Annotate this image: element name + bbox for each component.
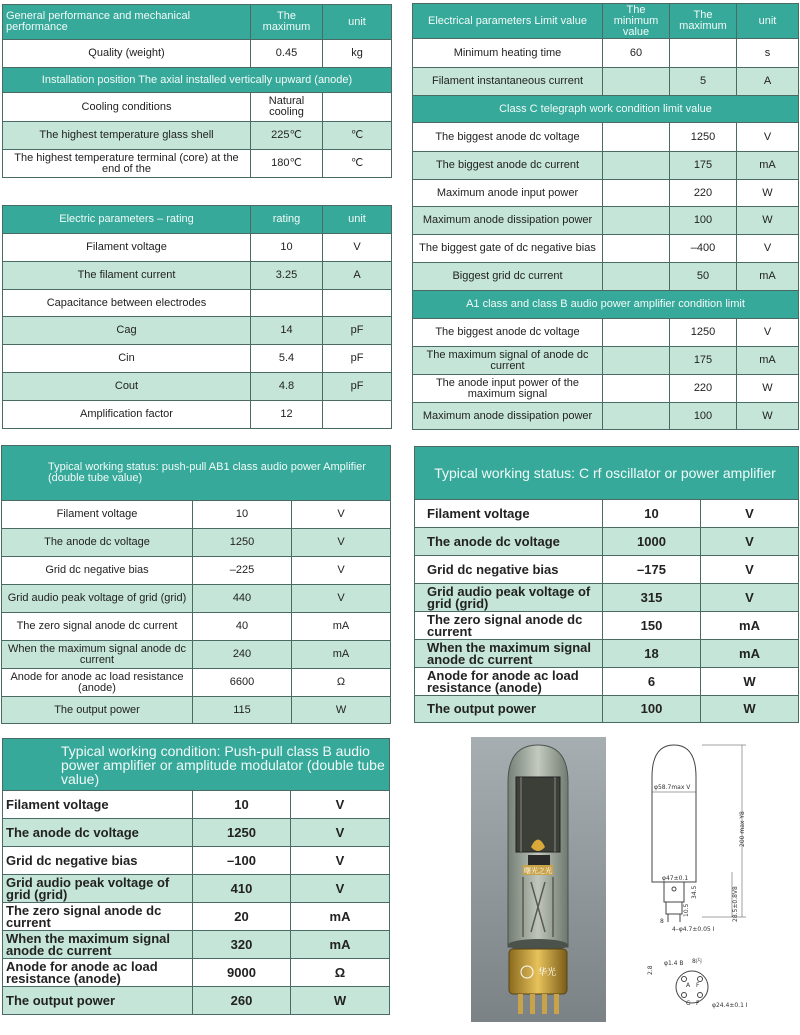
param-value: 320 xyxy=(193,931,291,959)
header-cell: Electric parameters – rating xyxy=(3,206,251,234)
param-name: The anode input power of the maximum signal xyxy=(413,375,603,403)
param-name: Maximum anode input power xyxy=(413,180,603,207)
param-unit: V xyxy=(701,500,799,528)
param-value: 18 xyxy=(603,640,701,668)
param-unit: mA xyxy=(737,263,799,291)
param-name: Anode for anode ac load resistance (anode) xyxy=(3,959,193,987)
param-value: 100 xyxy=(603,696,701,723)
param-value: 440 xyxy=(193,585,292,613)
param-name: Cag xyxy=(3,317,251,345)
param-name: Grid audio peak voltage of grid (grid) xyxy=(2,585,193,613)
table-title: Typical working condition: Push-pull class B audio power amplifier or amplitude modulator (double tube value) xyxy=(3,739,390,791)
param-min xyxy=(603,235,670,263)
param-value: 10 xyxy=(193,791,291,819)
param-min xyxy=(603,347,670,375)
param-name: Quality (weight) xyxy=(3,40,251,68)
general-performance-table xyxy=(2,4,392,178)
section-row: A1 class and class B audio power amplifier condition limit xyxy=(413,291,799,319)
param-unit: Ω xyxy=(291,959,390,987)
pin-label: G xyxy=(686,1000,691,1007)
param-value: 12 xyxy=(251,401,323,429)
param-name: Filament voltage xyxy=(415,500,603,528)
param-unit: W xyxy=(737,207,799,235)
param-min: 60 xyxy=(603,39,670,68)
param-unit: W xyxy=(291,987,390,1015)
ab1-typical-table xyxy=(1,445,391,724)
param-unit: V xyxy=(323,234,392,262)
param-unit: mA xyxy=(737,152,799,180)
param-unit: mA xyxy=(737,347,799,375)
param-name: Grid audio peak voltage of grid (grid) xyxy=(3,875,193,903)
dim-label: 2.8 xyxy=(647,965,654,975)
dim-label: 10.5 xyxy=(683,903,690,917)
param-name: Maximum anode dissipation power xyxy=(413,403,603,430)
param-unit xyxy=(323,401,392,429)
param-value: 10 xyxy=(603,500,701,528)
param-name: The zero signal anode dc current xyxy=(2,613,193,641)
param-name: The biggest anode dc voltage xyxy=(413,123,603,152)
param-value: 410 xyxy=(193,875,291,903)
param-value: 225℃ xyxy=(251,122,323,150)
param-max: 1250 xyxy=(670,123,737,152)
param-unit: V xyxy=(292,585,391,613)
dim-label: φ24.4±0.1 I xyxy=(712,1002,748,1009)
param-value xyxy=(251,290,323,317)
dim-label: 34.5 xyxy=(691,885,698,899)
param-value: 1000 xyxy=(603,528,701,556)
param-max: 175 xyxy=(670,152,737,180)
param-max: 100 xyxy=(670,403,737,430)
param-name: When the maximum signal anode dc current xyxy=(415,640,603,668)
param-name: The anode dc voltage xyxy=(2,529,193,557)
param-unit: mA xyxy=(701,612,799,640)
header-cell: unit xyxy=(737,4,799,39)
param-unit: pF xyxy=(323,345,392,373)
param-value: 10 xyxy=(193,501,292,529)
dim-label: φ58.7max V xyxy=(654,784,691,791)
param-name: Amplification factor xyxy=(3,401,251,429)
param-name: Anode for anode ac load resistance (anode) xyxy=(2,669,193,697)
param-value: 20 xyxy=(193,903,291,931)
param-value: 4.8 xyxy=(251,373,323,401)
table-title: Typical working status: push-pull AB1 class audio power Amplifier (double tube value) xyxy=(2,446,391,501)
param-min xyxy=(603,403,670,430)
header-cell: The minimum value xyxy=(603,4,670,39)
param-unit: ℃ xyxy=(323,150,392,178)
param-unit: V xyxy=(291,819,390,847)
class-b-typical-table xyxy=(2,738,390,1015)
param-unit: mA xyxy=(292,613,391,641)
header-cell: unit xyxy=(323,5,392,40)
param-unit: pF xyxy=(323,373,392,401)
table-title: Typical working status: C rf oscillator or power amplifier xyxy=(415,447,799,500)
param-name: Filament voltage xyxy=(2,501,193,529)
tube-badge-text: 曙光之光 xyxy=(524,867,552,875)
param-name: The highest temperature glass shell xyxy=(3,122,251,150)
dim-label: 200 max Y8 xyxy=(739,811,746,847)
header-cell: General performance and mechanical performance xyxy=(3,5,251,40)
param-value: –225 xyxy=(193,557,292,585)
param-min xyxy=(603,263,670,291)
param-unit: A xyxy=(737,68,799,96)
param-max: 220 xyxy=(670,375,737,403)
param-value: 115 xyxy=(193,697,292,724)
param-name: Grid audio peak voltage of grid (grid) xyxy=(415,584,603,612)
param-name: The output power xyxy=(3,987,193,1015)
param-min xyxy=(603,207,670,235)
param-max: 175 xyxy=(670,347,737,375)
param-min xyxy=(603,180,670,207)
param-max xyxy=(670,39,737,68)
param-unit: V xyxy=(701,584,799,612)
param-unit: A xyxy=(323,262,392,290)
param-unit: mA xyxy=(292,641,391,669)
param-max: 5 xyxy=(670,68,737,96)
param-name: Maximum anode dissipation power xyxy=(413,207,603,235)
param-value: 240 xyxy=(193,641,292,669)
param-unit: V xyxy=(737,235,799,263)
dim-label: 28.5±0.8V8 xyxy=(732,886,739,922)
param-value: Natural cooling xyxy=(251,93,323,122)
param-name: Filament instantaneous current xyxy=(413,68,603,96)
param-unit: W xyxy=(737,403,799,430)
param-name: Filament voltage xyxy=(3,791,193,819)
param-unit: ℃ xyxy=(323,122,392,150)
header-cell: The maximum xyxy=(251,5,323,40)
header-cell: The maximum xyxy=(670,4,737,39)
param-value: 5.4 xyxy=(251,345,323,373)
tube-base-label: 华光 xyxy=(537,968,557,978)
param-unit: W xyxy=(737,375,799,403)
param-unit: W xyxy=(292,697,391,724)
param-unit: V xyxy=(737,319,799,347)
param-unit: W xyxy=(701,696,799,723)
param-unit: V xyxy=(701,556,799,584)
param-name: The biggest anode dc current xyxy=(413,152,603,180)
param-value: 10 xyxy=(251,234,323,262)
param-name: Capacitance between electrodes xyxy=(3,290,251,317)
param-value: 9000 xyxy=(193,959,291,987)
dim-label: 8内 xyxy=(692,958,702,965)
param-max: 220 xyxy=(670,180,737,207)
param-value: 0.45 xyxy=(251,40,323,68)
param-value: 1250 xyxy=(193,819,291,847)
section-row: Class C telegraph work condition limit value xyxy=(413,96,799,123)
param-name: Filament voltage xyxy=(3,234,251,262)
param-name: The output power xyxy=(2,697,193,724)
param-value: –100 xyxy=(193,847,291,875)
param-unit: Ω xyxy=(292,669,391,697)
base-pin-diagram xyxy=(676,971,708,1007)
param-value: 315 xyxy=(603,584,701,612)
param-unit: W xyxy=(737,180,799,207)
param-unit: mA xyxy=(291,931,390,959)
param-name: The filament current xyxy=(3,262,251,290)
pin-label: F xyxy=(696,982,700,989)
param-value: 180℃ xyxy=(251,150,323,178)
param-unit: V xyxy=(701,528,799,556)
param-name: Cout xyxy=(3,373,251,401)
param-unit: V xyxy=(292,501,391,529)
param-max: 100 xyxy=(670,207,737,235)
param-name: Grid dc negative bias xyxy=(2,557,193,585)
param-name: The biggest gate of dc negative bias xyxy=(413,235,603,263)
param-name: Grid dc negative bias xyxy=(415,556,603,584)
param-name: Grid dc negative bias xyxy=(3,847,193,875)
pin-label: A xyxy=(686,982,691,989)
param-unit: V xyxy=(291,847,390,875)
header-cell: Electrical parameters Limit value xyxy=(413,4,603,39)
param-unit: W xyxy=(701,668,799,696)
param-value: 6 xyxy=(603,668,701,696)
param-min xyxy=(603,152,670,180)
param-min xyxy=(603,375,670,403)
param-name: The anode dc voltage xyxy=(3,819,193,847)
header-cell: unit xyxy=(323,206,392,234)
param-name: The maximum signal of anode dc current xyxy=(413,347,603,375)
param-name: The output power xyxy=(415,696,603,723)
param-name: The biggest anode dc voltage xyxy=(413,319,603,347)
section-row: Installation position The axial installed vertically upward (anode) xyxy=(3,68,392,93)
param-unit: V xyxy=(292,557,391,585)
tube-illustration xyxy=(471,737,606,1022)
param-unit xyxy=(323,290,392,317)
electric-rating-table xyxy=(2,205,392,429)
param-max: 50 xyxy=(670,263,737,291)
param-max: –400 xyxy=(670,235,737,263)
dim-label: φ1.4 B xyxy=(664,960,684,967)
pin-label: F xyxy=(696,1000,700,1007)
param-name: The anode dc voltage xyxy=(415,528,603,556)
param-name: When the maximum signal anode dc current xyxy=(3,931,193,959)
param-value: –175 xyxy=(603,556,701,584)
param-unit: pF xyxy=(323,317,392,345)
param-value: 150 xyxy=(603,612,701,640)
param-value: 1250 xyxy=(193,529,292,557)
param-name: When the maximum signal anode dc current xyxy=(2,641,193,669)
param-min xyxy=(603,123,670,152)
param-value: 6600 xyxy=(193,669,292,697)
param-unit xyxy=(323,93,392,122)
param-max: 1250 xyxy=(670,319,737,347)
dim-label: 8 xyxy=(660,918,664,925)
param-min xyxy=(603,319,670,347)
param-unit: kg xyxy=(323,40,392,68)
param-name: The highest temperature terminal (core) at the end of the xyxy=(3,150,251,178)
class-c-typical-table xyxy=(414,446,799,723)
param-unit: mA xyxy=(701,640,799,668)
param-name: Anode for anode ac load resistance (anode) xyxy=(415,668,603,696)
param-value: 260 xyxy=(193,987,291,1015)
param-value: 3.25 xyxy=(251,262,323,290)
param-min xyxy=(603,68,670,96)
electrical-limits-table xyxy=(412,3,799,430)
header-cell: rating xyxy=(251,206,323,234)
param-unit: s xyxy=(737,39,799,68)
tube-photo xyxy=(471,737,606,1022)
param-unit: V xyxy=(291,791,390,819)
param-name: The zero signal anode dc current xyxy=(3,903,193,931)
param-unit: V xyxy=(292,529,391,557)
param-name: Biggest grid dc current xyxy=(413,263,603,291)
dim-label: 4–φ4.7±0.05 I xyxy=(672,926,715,933)
param-name: The zero signal anode dc current xyxy=(415,612,603,640)
param-unit: V xyxy=(737,123,799,152)
dim-label: φ47±0.1 xyxy=(662,875,689,882)
param-name: Cin xyxy=(3,345,251,373)
param-value: 14 xyxy=(251,317,323,345)
param-name: Cooling conditions xyxy=(3,93,251,122)
param-name: Minimum heating time xyxy=(413,39,603,68)
param-unit: V xyxy=(291,875,390,903)
param-value: 40 xyxy=(193,613,292,641)
param-unit: mA xyxy=(291,903,390,931)
dimension-drawing xyxy=(632,737,800,1027)
